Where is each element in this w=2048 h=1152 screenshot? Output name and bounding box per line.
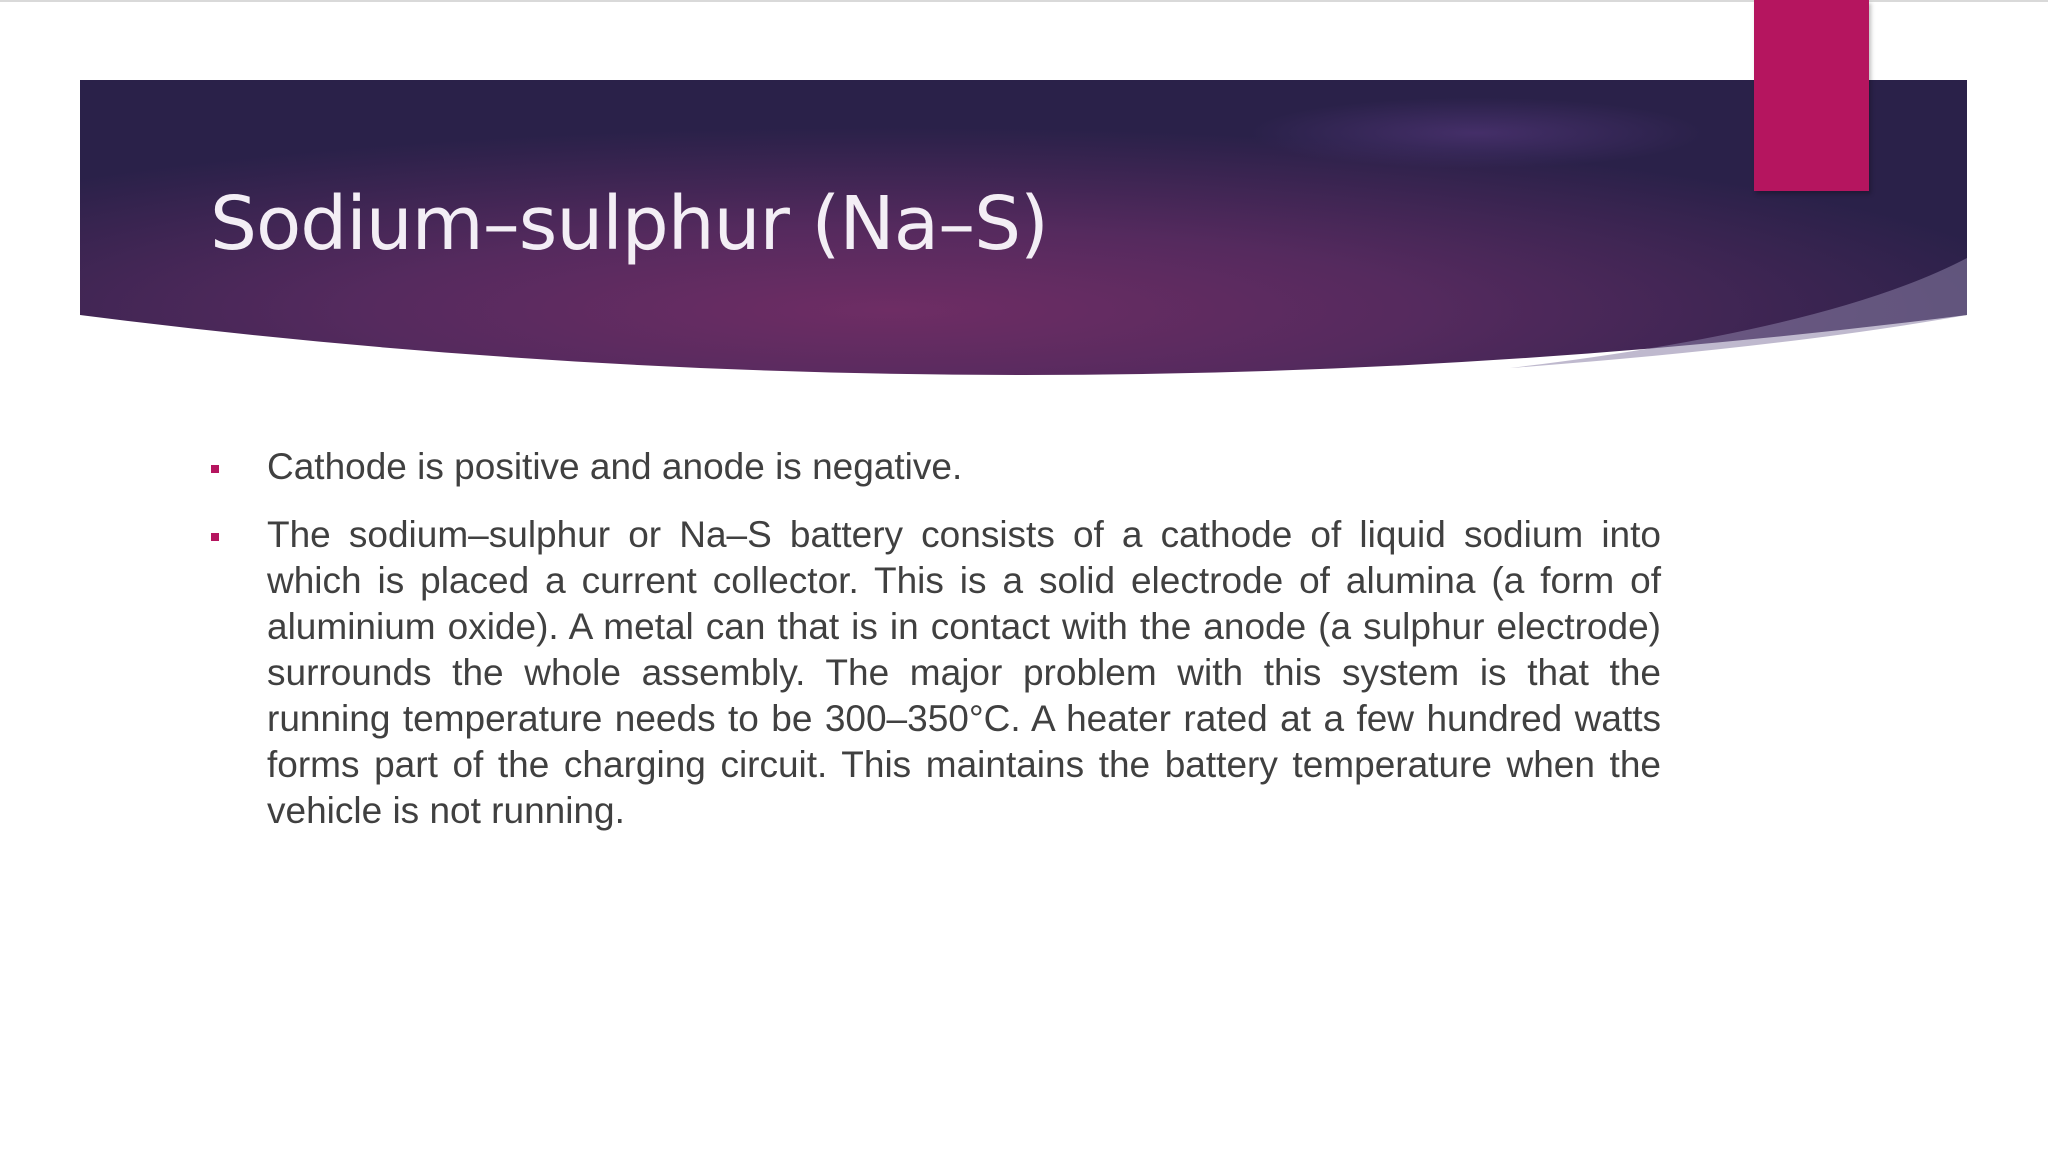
bullet-list <box>208 444 1661 856</box>
accent-tab <box>1754 0 1869 191</box>
slide-title: Sodium–sulphur (Na–S) <box>210 181 1048 267</box>
bullet-text: The sodium–sulphur or Na–S battery consists of a cathode of liquid sodium into which is placed a current collector. This is a solid electrode of alumina (a form of aluminium oxide). A metal can that is in contact with the anode (a sulphur electrode) surrounds the whole assembly. The major problem with this system is that the running temperature needs to be 300–350°C. A heater rated at a few hundred watts forms part of the charging circuit. This maintains the battery temperature when the vehicle is not running. <box>267 514 1661 831</box>
bullet-item <box>208 444 1661 490</box>
bullet-item <box>208 512 1661 834</box>
bullet-text: Cathode is positive and anode is negative. <box>267 446 963 487</box>
square-bullet-icon <box>211 465 219 473</box>
top-divider <box>0 0 2048 2</box>
square-bullet-icon <box>211 533 219 541</box>
